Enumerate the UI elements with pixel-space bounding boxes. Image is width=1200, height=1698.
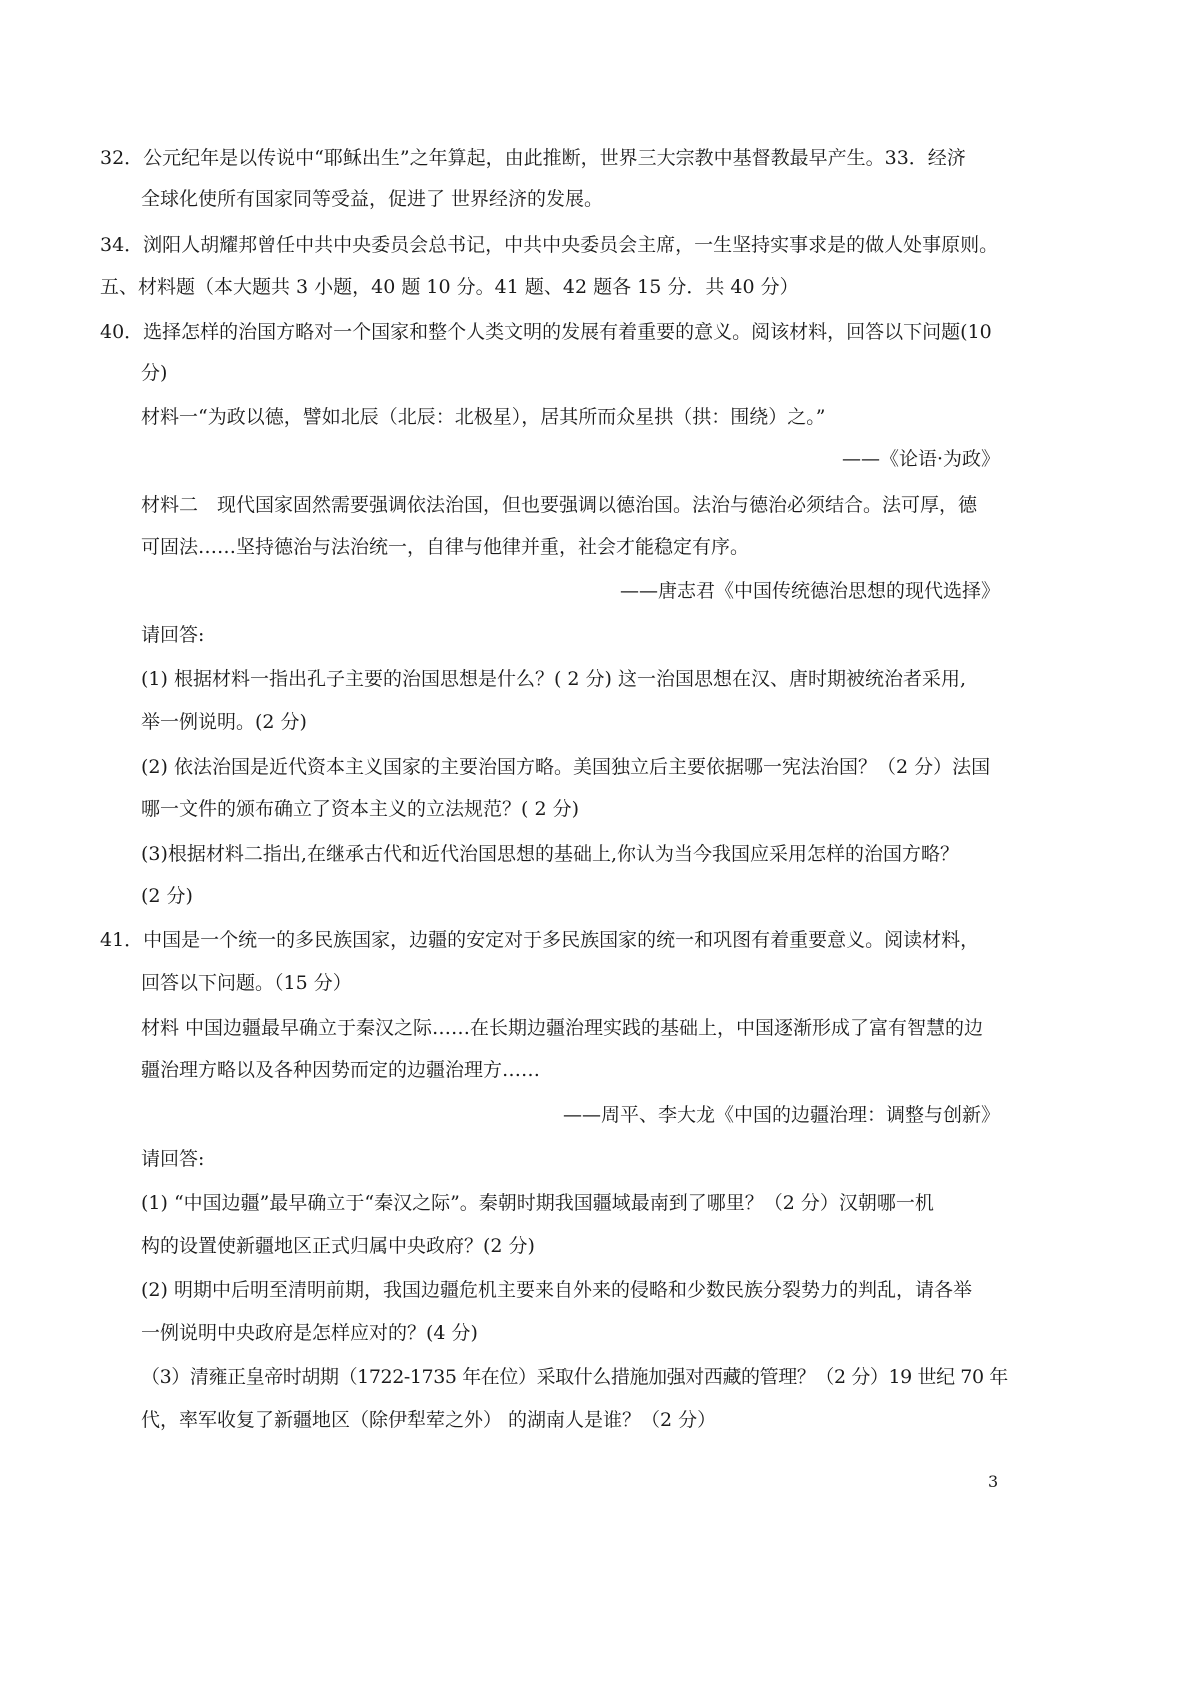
text-line: 可固法……坚持德治与法治统一，自律与他律并重，社会才能稳定有序。 <box>141 536 750 558</box>
sub-question: (3)根据材料二指出,在继承古代和近代治国思想的基础上,你认为当今我国应采用怎样的治国方略？ <box>141 843 959 865</box>
sub-question: (2) 明期中后明至清明前期，我国边疆危机主要来自外来的侵略和少数民族分裂势力的判乱，请各举 <box>141 1279 972 1301</box>
text-line: 举一例说明。(2 分) <box>141 711 307 733</box>
citation: ——周平、李大龙《中国的边疆治理：调整与创新》 <box>562 1104 1000 1126</box>
text-line: 哪一文件的颁布确立了资本主义的立法规范？( 2 分) <box>141 798 579 820</box>
material-two: 材料二 现代国家固然需要强调依法治国，但也要强调以德治国。法治与德治必须结合。法可厚，德 <box>141 494 978 516</box>
prompt: 请回答: <box>141 1148 205 1170</box>
text-line: 32．公元纪年是以传说中“耶稣出生”之年算起，由此推断，世界三大宗教中基督教最早产生。33．经济 <box>100 147 966 169</box>
citation: ——《论语·为政》 <box>841 448 1000 470</box>
sub-question: (1) 根据材料一指出孔子主要的治国思想是什么？( 2 分) 这一治国思想在汉、唐时期被统治者采用, <box>141 668 967 690</box>
text-line: 回答以下问题。（15 分） <box>141 972 352 994</box>
text-line: 一例说明中央政府是怎样应对的？(4 分) <box>141 1322 478 1344</box>
prompt: 请回答: <box>141 624 205 646</box>
text-line: 构的设置使新疆地区正式归属中央政府？(2 分) <box>141 1235 535 1257</box>
text-line: 代，率军收复了新疆地区（除伊犁荤之外） 的湖南人是谁？（2 分） <box>141 1409 717 1431</box>
material-one: 材料一“为政以德，譬如北辰（北辰：北极星），居其所而众星拱（拱：围绕）之。” <box>141 406 826 428</box>
text-line: 全球化使所有国家同等受益，促进了 世界经济的发展。 <box>141 188 604 210</box>
sub-question: (2) 依法治国是近代资本主义国家的主要治国方略。美国独立后主要依据哪一宪法治国？（2 分）法国 <box>141 756 991 778</box>
text-line: (2 分) <box>141 885 193 907</box>
section-heading: 五、材料题（本大题共 3 小题，40 题 10 分。41 题、42 题各 15 分．共 40 分） <box>100 276 799 298</box>
sub-question: (1) “中国边疆”最早确立于“秦汉之际”。秦朝时期我国疆域最南到了哪里？（2 分）汉朝哪一机 <box>141 1192 934 1214</box>
question-40: 40．选择怎样的治国方略对一个国家和整个人类文明的发展有着重要的意义。阅该材料，回答以下问题(10 <box>100 321 992 343</box>
text-line: 疆治理方略以及各种因势而定的边疆治理方…… <box>141 1059 541 1081</box>
text-line: 分) <box>141 362 168 384</box>
text-line: 34．浏阳人胡耀邦曾任中共中央委员会总书记，中共中央委员会主席，一生坚持实事求是的做人处事原则。 <box>100 234 999 256</box>
material: 材料 中国边疆最早确立于秦汉之际……在长期边疆治理实践的基础上，中国逐渐形成了富有智慧的边 <box>141 1017 984 1039</box>
question-41: 41．中国是一个统一的多民族国家，边疆的安定对于多民族国家的统一和巩图有着重要意义。阅读材料， <box>100 929 980 951</box>
sub-question: （3）清雍正皇帝时胡期（1722-1735 年在位）采取什么措施加强对西藏的管理？（2 分）19 世纪 70 年 <box>141 1366 1008 1388</box>
page-number: 3 <box>988 1472 999 1491</box>
citation: ——唐志君《中国传统德治思想的现代选择》 <box>619 580 1000 602</box>
